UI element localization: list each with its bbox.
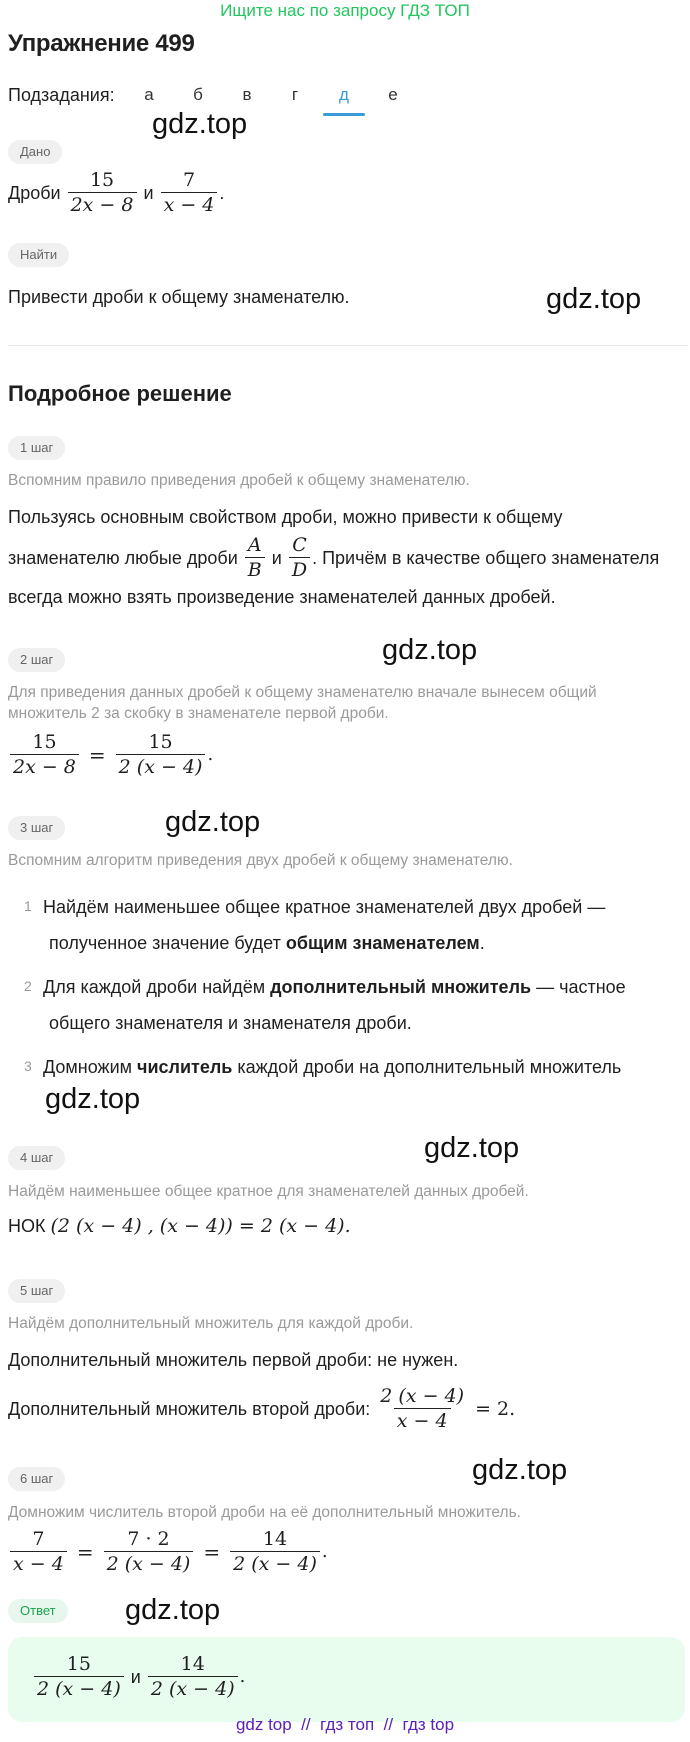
active-tab-indicator — [323, 113, 365, 116]
step-6-badge: 6 шаг — [8, 1467, 65, 1491]
list-item-2-line-1: Для каждой дроби найдём дополнительный множитель — частное — [43, 977, 626, 997]
list-item-2-line-2: общего знаменателя и знаменателя дроби. — [49, 1013, 412, 1033]
step-4-hint: Найдём наименьшее общее кратное для знаменателей данных дробей. — [8, 1183, 529, 1200]
step-3-hint: Вспомним алгоритм приведения двух дробей к общему знаменателю. — [8, 852, 513, 869]
step-2-equation: $\frac{15}{2x - 8}$ = $\frac{15}{2 (x - 4)}$ . — [8, 730, 213, 779]
step-1-hint: Вспомним правило приведения дробей к общему знаменателю. — [8, 472, 470, 489]
step-1-line-3: всегда можно взять произведение знаменателей данных дробей. — [8, 587, 556, 607]
step-2-badge: 2 шаг — [8, 648, 65, 672]
tab-v[interactable]: в — [242, 85, 252, 104]
given-statement: Дроби $\frac{15}{2x - 8}$ и $\frac{7}{x - 4}$ . — [8, 169, 225, 216]
step-5-hint: Найдём дополнительный множитель для каждой дроби. — [8, 1315, 414, 1332]
fraction-a-b: $\frac{A}{B}$ — [245, 533, 265, 582]
list-item-1-line-1: Найдём наименьшее общее кратное знаменателей двух дробей — — [43, 897, 606, 917]
step-1-line-1: Пользуясь основным свойством дроби, можно привести к общему — [8, 507, 563, 527]
tab-e[interactable]: е — [388, 85, 398, 104]
step-2-hint-1: Для приведения данных дробей к общему знаменателю вначале вынесем общий — [8, 684, 597, 701]
watermark: gdz.top — [382, 634, 478, 666]
list-item-1-line-2: полученное значение будет общим знаменателем. — [49, 933, 485, 953]
tab-g[interactable]: г — [291, 85, 299, 104]
step-4-equation: НОК (2 (x − 4) , (x − 4)) = 2 (x − 4). — [8, 1215, 351, 1237]
answer-statement: $\frac{15}{2 (x - 4)}$ и $\frac{14}{2 (x - 4)}$ . — [32, 1652, 245, 1701]
given-and: и — [143, 182, 154, 203]
step-3-badge: 3 шаг — [8, 816, 65, 840]
tab-d[interactable]: д — [339, 85, 349, 104]
watermark: gdz.top — [546, 283, 642, 315]
list-number: 2 — [24, 978, 32, 994]
step-4-badge: 4 шаг — [8, 1146, 65, 1170]
list-item-3-line-1: Домножим числитель каждой дроби на дополнительный множитель — [43, 1057, 622, 1077]
section-divider — [8, 345, 688, 346]
search-banner: Ищите нас по запросу ГДЗ ТОП — [220, 1, 470, 20]
solution-title: Подробное решение — [8, 381, 232, 406]
subtasks-label: Подзадания: — [8, 85, 115, 105]
find-badge: Найти — [8, 243, 69, 267]
watermark: gdz.top — [125, 1594, 221, 1626]
watermark: gdz.top — [165, 806, 261, 838]
list-number: 1 — [24, 898, 32, 914]
watermark: gdz.top — [152, 108, 248, 140]
step-1-line-2: знаменателю любые дроби $\frac{A}{B}$ и $\frac{C}{D}$ . Причём в качестве общего знаменателя — [8, 534, 660, 581]
step-2-hint-2: множитель 2 за скобку в знаменателе первой дроби. — [8, 705, 389, 722]
step-5-first: Дополнительный множитель первой дроби: не нужен. — [8, 1350, 459, 1370]
step-6-hint: Домножим числитель второй дроби на её дополнительный множитель. — [8, 1504, 521, 1521]
given-fraction-2: $\frac{7}{x - 4}$ — [161, 168, 218, 217]
footer-links[interactable]: gdz top // гдз топ // гдз top — [235, 1715, 455, 1734]
step-5-second: Дополнительный множитель второй дроби: $\frac{2 (x - 4)}{x - 4}$ = 2. — [8, 1385, 516, 1432]
watermark: gdz.top — [45, 1083, 141, 1115]
step-1-badge: 1 шаг — [8, 436, 65, 460]
tab-a[interactable]: а — [144, 85, 154, 104]
step-6-equation: $\frac{7}{x - 4}$ = $\frac{7 \cdot 2}{2 (x - 4)}$ = $\frac{14}{2 (x - 4)}$ . — [8, 1527, 328, 1576]
tab-b[interactable]: б — [193, 85, 203, 104]
answer-badge: Ответ — [8, 1599, 68, 1623]
watermark: gdz.top — [424, 1132, 520, 1164]
given-prefix: Дроби — [8, 182, 61, 203]
given-badge: Дано — [8, 140, 62, 164]
given-fraction-1: $\frac{15}{2x - 8}$ — [68, 168, 137, 217]
find-text: Привести дроби к общему знаменателю. — [8, 287, 350, 307]
page-title: Упражнение 499 — [8, 30, 195, 57]
list-number: 3 — [24, 1058, 32, 1074]
step-5-badge: 5 шаг — [8, 1279, 65, 1303]
watermark: gdz.top — [472, 1454, 568, 1486]
fraction-c-d: $\frac{C}{D}$ — [289, 533, 310, 582]
